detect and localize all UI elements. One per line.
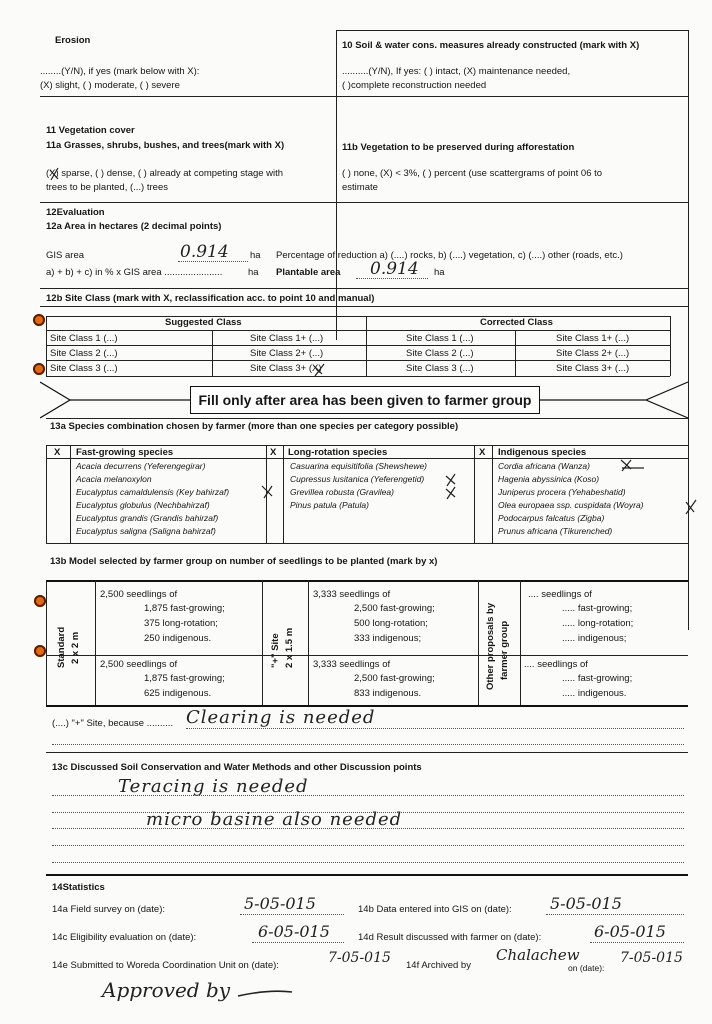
s10-line1: ..........(Y/N), If yes: ( ) intact, (X) maintenance needed,	[342, 66, 571, 77]
species-item: Cordia africana (Wanza)	[498, 461, 590, 471]
other-proposals-label: Other proposals by	[485, 602, 496, 690]
site-class-cell: Site Class 3 (...)	[406, 363, 474, 374]
long-rotation-header: Long-rotation species	[288, 447, 388, 458]
abc-label: a) + b) + c) in % x GIS area ......................	[46, 267, 223, 278]
fill-line	[52, 828, 684, 829]
s12a-title: 12a Area in hectares (2 decimal points)	[46, 221, 222, 232]
model-line: 500 long-rotation;	[354, 618, 428, 629]
species-item: Casuarina equisitifolia (Shewshewe)	[290, 461, 428, 471]
s14c-label: 14c Eligibility evaluation on (date):	[52, 932, 197, 943]
plus-site-dim: 2 x 1.5 m	[284, 627, 295, 668]
site-class-cell: Site Class 1 (...)	[50, 333, 118, 344]
species-item: Pinus patula (Patula)	[290, 500, 369, 510]
site-class-cell: Site Class 1+ (...)	[250, 333, 324, 344]
indigenous-header: Indigenous species	[498, 447, 587, 458]
model-line: 833 indigenous.	[354, 688, 422, 699]
punch-hole	[34, 595, 46, 607]
corrected-class-header: Corrected Class	[480, 317, 553, 328]
standard-label: Standard	[56, 626, 67, 668]
table-border	[46, 655, 688, 656]
gis-area-value: 0.914	[180, 242, 229, 262]
s13c-title: 13c Discussed Soil Conservation and Water Methods and other Discussion points	[52, 762, 422, 773]
site-class-cell: Site Class 2+ (...)	[556, 348, 630, 359]
fast-growing-header: Fast-growing species	[76, 447, 174, 458]
s11a-title: 11a Grasses, shrubs, bushes, and trees(mark with X)	[46, 140, 285, 151]
plantable-label: Plantable area	[276, 267, 341, 278]
erosion-line1: ........(Y/N), if yes (mark below with X):	[40, 66, 200, 77]
s11a-line2: trees to be planted, (...) trees	[46, 182, 168, 193]
s14c-value: 6-05-015	[258, 922, 330, 941]
ha-unit: ha	[248, 267, 259, 278]
model-line: 250 indigenous.	[144, 633, 212, 644]
species-item: Eucalyptus saligna (Saligna bahirzaf)	[76, 526, 216, 536]
s11b-title: 11b Vegetation to be preserved during afforestation	[342, 142, 575, 153]
species-item: Acacia melanoxylon	[76, 474, 152, 484]
model-line: 333 indigenous;	[354, 633, 422, 644]
species-item: Grevillea robusta (Gravilea)	[290, 487, 394, 497]
fill-line	[546, 914, 684, 915]
s14f-label: 14f Archived by	[406, 960, 471, 971]
plantable-value: 0.914	[370, 259, 419, 279]
site-class-cell: Site Class 3+ (...)	[556, 363, 630, 374]
model-line: 375 long-rotation;	[144, 618, 218, 629]
model-line: ..... indigenous;	[562, 633, 627, 644]
model-line: 1,875 fast-growing;	[144, 603, 225, 614]
s14a-label: 14a Field survey on (date):	[52, 904, 166, 915]
model-line: 3,333 seedlings of	[313, 589, 391, 600]
discussion-note: Teracing is needed	[118, 776, 309, 797]
table-border	[95, 580, 96, 705]
table-border	[46, 580, 47, 705]
s13a-title: 13a Species combination chosen by farmer (more than one species per category possible)	[50, 421, 459, 432]
signature-stroke	[236, 984, 296, 1000]
model-line: 1,875 fast-growing;	[144, 673, 225, 684]
model-line: 2,500 seedlings of	[100, 589, 178, 600]
species-item: Prunus africana (Tikurenched)	[498, 526, 613, 536]
model-line: .... seedlings of	[524, 659, 588, 670]
s14e-value: 7-05-015	[328, 950, 391, 966]
table-border	[520, 580, 521, 705]
archived-by-name: Chalachew	[496, 946, 580, 964]
table-border	[478, 580, 479, 705]
site-class-cell: Site Class 2+ (...)	[250, 348, 324, 359]
species-item: Eucalyptus camaldulensis (Key bahirzaf)	[76, 487, 230, 497]
gis-area-label: GIS area	[46, 250, 85, 261]
s12b-title: 12b Site Class (mark with X, reclassification acc. to point 10 and manual)	[46, 293, 375, 304]
fill-line	[52, 845, 684, 846]
model-line: 625 indigenous.	[144, 688, 212, 699]
model-line: 3,333 seedlings of	[313, 659, 391, 670]
model-line: ..... indigenous.	[562, 688, 627, 699]
punch-hole	[34, 645, 46, 657]
site-class-cell: Site Class 1 (...)	[406, 333, 474, 344]
divider	[46, 752, 688, 753]
site-class-cell: Site Class 3 (...)	[50, 363, 118, 374]
s14f-on-label: on (date):	[568, 963, 605, 973]
table-border	[262, 580, 263, 705]
table-border	[308, 580, 309, 705]
fill-line	[52, 862, 684, 863]
table-border	[46, 580, 688, 582]
s12-title: 12Evaluation	[46, 207, 105, 218]
site-class-cell: Site Class 1+ (...)	[556, 333, 630, 344]
plus-site-label: "+" Site	[270, 633, 281, 668]
site-class-cell: Site Class 2 (...)	[50, 348, 118, 359]
standard-dim: 2 x 2 m	[70, 631, 81, 664]
s11a-line1: (X) sparse, ( ) dense, ( ) already at competing stage with	[46, 168, 284, 179]
model-line: ..... long-rotation;	[562, 618, 634, 629]
fill-line	[52, 744, 684, 745]
species-item: Eucalyptus grandis (Grandis bahirzaf)	[76, 513, 219, 523]
suggested-class-header: Suggested Class	[165, 317, 242, 328]
species-item: Cupressus lusitanica (Yeferengetid)	[290, 474, 425, 484]
model-line: 2,500 fast-growing;	[354, 673, 435, 684]
ha-unit: ha	[434, 267, 445, 278]
fill-line	[252, 942, 344, 943]
s14d-value: 6-05-015	[594, 922, 666, 941]
fill-line	[590, 942, 684, 943]
species-item: Podocarpus falcatus (Zigba)	[498, 513, 605, 523]
s10-title: 10 Soil & water cons. measures already constructed (mark with X)	[342, 40, 640, 51]
s13b-title: 13b Model selected by farmer group on number of seedlings to be planted (mark by x)	[50, 556, 438, 567]
x-header: X	[270, 447, 277, 458]
x-header: X	[54, 447, 61, 458]
model-line: ..... fast-growing;	[562, 603, 633, 614]
species-item: Eucalyptus globulus (Nechbahirzaf)	[76, 500, 210, 510]
model-line: 2,500 fast-growing;	[354, 603, 435, 614]
s14d-label: 14d Result discussed with farmer on (date):	[358, 932, 542, 943]
s11b-line1: ( ) none, (X) < 3%, ( ) percent (use scattergrams of point 06 to	[342, 168, 603, 179]
model-line: 2,500 seedlings of	[100, 659, 178, 670]
site-class-cell: Site Class 3+ (X)	[250, 363, 322, 374]
s14a-value: 5-05-015	[244, 894, 316, 913]
ha-unit: ha	[250, 250, 261, 261]
discussion-note: micro basine also needed	[146, 809, 403, 830]
s14f-value: 7-05-015	[620, 950, 683, 966]
fill-line	[240, 914, 344, 915]
model-line: .... seedlings of	[528, 589, 592, 600]
species-item: Hagenia abyssinica (Koso)	[498, 474, 600, 484]
s11-title: 11 Vegetation cover	[46, 125, 135, 136]
reduction-label: Percentage of reduction a) (....) rocks, b) (....) vegetation, c) (....) other (roads, etc.)	[276, 250, 623, 261]
erosion-title: Erosion	[55, 35, 91, 46]
s14b-value: 5-05-015	[550, 894, 622, 913]
s14b-label: 14b Data entered into GIS on (date):	[358, 904, 512, 915]
other-proposals-label2: farmer group	[499, 620, 510, 680]
s11b-line2: estimate	[342, 182, 378, 193]
species-item: Juniperus procera (Yehabeshatid)	[498, 487, 626, 497]
s10-line2: ( )complete reconstruction needed	[342, 80, 487, 91]
plus-site-because-text: Clearing is needed	[186, 707, 376, 728]
model-line: ..... fast-growing;	[562, 673, 633, 684]
fill-line	[186, 728, 684, 729]
fill-line	[52, 795, 684, 796]
s14-title: 14Statistics	[52, 882, 105, 893]
site-class-cell: Site Class 2 (...)	[406, 348, 474, 359]
x-header: X	[479, 447, 486, 458]
erosion-line2: (X) slight, ( ) moderate, ( ) severe	[40, 80, 180, 91]
divider	[46, 874, 688, 876]
species-item: Acacia decurrens (Yeferengegirar)	[76, 461, 206, 471]
species-item: Olea europaea ssp. cuspidata (Woyra)	[498, 500, 644, 510]
plus-site-because-label: (....) "+" Site, because ..........	[52, 718, 174, 729]
fill-after-banner: Fill only after area has been given to farmer group	[190, 386, 540, 414]
approved-by: Approved by	[102, 978, 231, 1002]
s14e-label: 14e Submitted to Woreda Coordination Unit on (date):	[52, 960, 279, 971]
